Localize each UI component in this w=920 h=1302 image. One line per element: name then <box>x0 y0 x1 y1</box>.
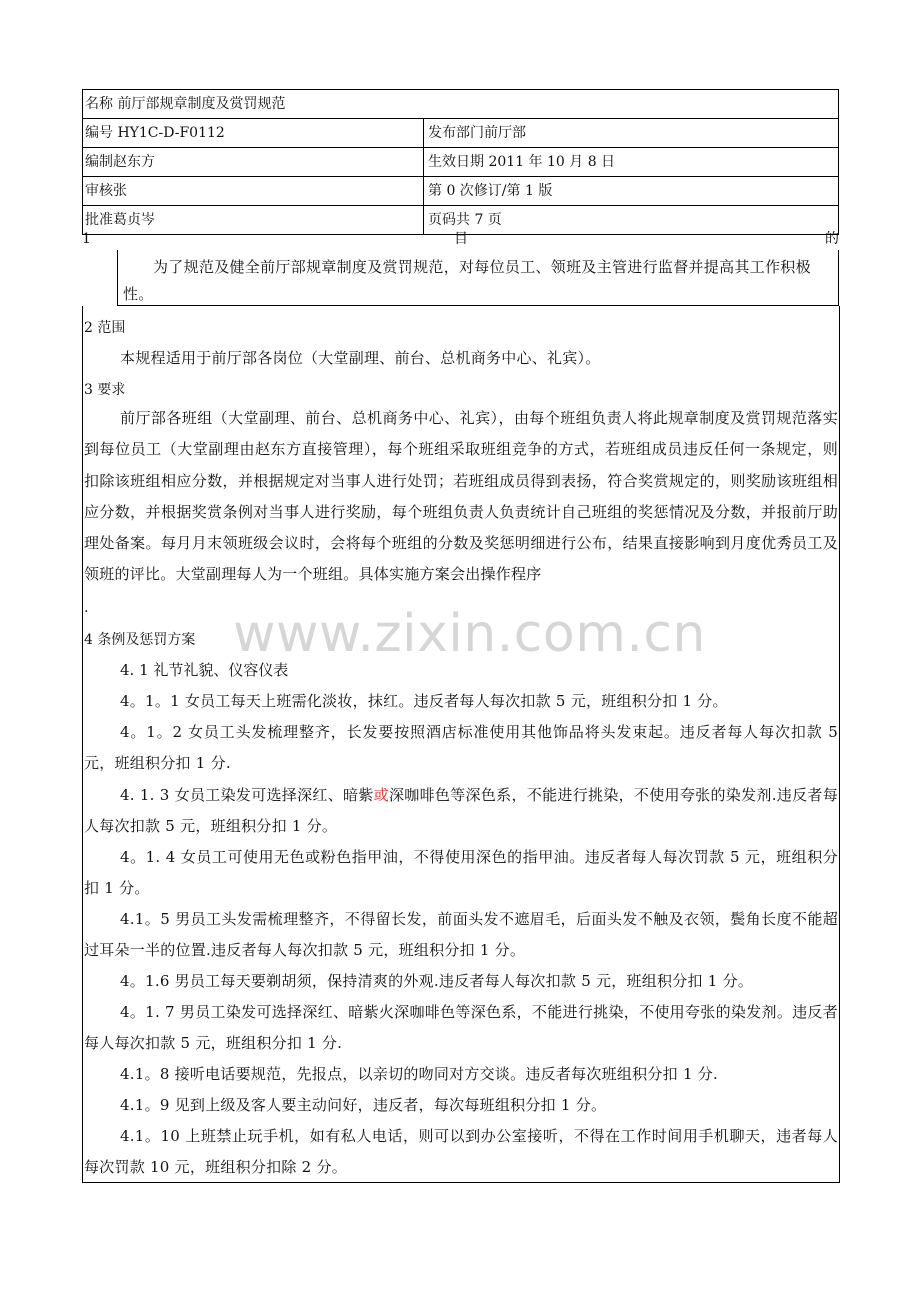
purpose-title-char-1: 目 <box>454 231 468 247</box>
purpose-text: 为了规范及健全前厅部规章制度及赏罚规范，对每位员工、领班及主管进行监督并提高其工作积极性。 <box>123 258 811 303</box>
rule-item: 4.1。10 上班禁止玩手机，如有私人电话，则可以到办公室接听，不得在工作时间用手机聊天，违者每人每次罚款 10 元，班组积分扣除 2 分。 <box>84 1127 838 1176</box>
rule-item: 4.1。9 见到上级及客人要主动问好，违反者，每次每班组积分扣 1 分。 <box>120 1096 607 1114</box>
scope-text: 本规程适用于前厅部各岗位（大堂副理、前台、总机商务中心、礼宾）。 <box>120 349 601 367</box>
issuing-dept-cell: 发布部门前厅部 <box>424 119 839 148</box>
table-row <box>83 119 839 148</box>
rule-item: 4.1。8 接听电话要规范，先报点，以亲切的吻同对方交谈。违反者每次班组积分扣 1 分. <box>120 1065 719 1083</box>
rule-item: 4。1。1 女员工每天上班需化淡妆，抹红。违反者每人每次扣款 5 元，班组积分扣 1 分。 <box>120 692 728 710</box>
rule-item-start: 4. 1. 3 女员工染发可选择深红、暗紫 <box>120 786 374 804</box>
section-number: 1 <box>82 231 91 247</box>
table-row <box>83 148 839 177</box>
purpose-heading <box>82 229 839 249</box>
reviewer-cell: 审核张 <box>83 177 424 206</box>
purpose-title-char-2: 的 <box>825 231 839 247</box>
requirements-text: 前厅部各班组（大堂副理、前台、总机商务中心、礼宾），由每个班组负责人将此规章制度及赏罚规范落实到每位员工（大堂副理由赵东方直接管理），每个班组采取班组竞争的方式，若班组成员违反任何一条规定，则扣除该班组相应分数，并根据规定对当事人进行处罚；若班组成员得到表扬，符合奖赏规定的，则奖励该班组相应分数，并根据奖赏条例对当事人进行奖励，每个班组负责人负责统计自己班组的奖惩情况及分数，并报前厅助理处备案。每月月末领班级会议时，会将每个班组的分数及奖惩明细进行公布，结果直接影响到月度优秀员工及领班的评比。大堂副理每人为一个班组。具体实施方案会出操作程序 <box>84 409 838 584</box>
rule-item <box>84 780 838 842</box>
document-info-table <box>82 89 839 235</box>
rule-item: 4.1。5 男员工头发需梳理整齐，不得留长发，前面头发不遮眉毛，后面头发不触及衣领，鬓角长度不能超过耳朵一半的位置.违反者每人每次扣款 5 元，班组积分扣 1 分。 <box>84 910 838 959</box>
section-title-rules: 4 条例及惩罚方案 <box>84 632 196 648</box>
rule-item: 4。1. 7 男员工染发可选择深红、暗紫火深咖啡色等深色系，不能进行挑染，不使用夸张的染发剂。违反者每人每次扣款 5 元，班组积分扣 1 分. <box>84 1003 838 1052</box>
rule-item: 4。1. 4 女员工可使用无色或粉色指甲油，不得使用深色的指甲油。违反者每人每次罚款 5 元，班组积分扣 1 分。 <box>84 848 838 897</box>
effective-date-cell: 生效日期 2011 年 10 月 8 日 <box>424 148 839 177</box>
requirements-tail: . <box>84 600 89 616</box>
table-row <box>83 90 839 119</box>
revision-cell: 第 0 次修订/第 1 版 <box>424 177 839 206</box>
watermark: www.zixin.com.cn <box>233 604 706 664</box>
rule-item: 4。1.6 男员工每天要剃胡须，保持清爽的外观.违反者每人每次扣款 5 元，班组积分扣 1 分。 <box>120 972 754 990</box>
doc-number-cell: 编号 HY1C-D-F0112 <box>83 119 424 148</box>
highlighted-word: 或 <box>373 786 389 804</box>
rule-item-end: 深咖啡色等深色系，不能进行挑染，不使用夸张的染发剂.违反者每人每次扣款 5 元，班组积分扣 1 分。 <box>84 786 838 835</box>
approver-cell: 批准葛贞岑 <box>83 206 424 235</box>
table-row <box>83 177 839 206</box>
rules-subtitle: 4. 1 礼节礼貌、仪容仪表 <box>120 661 289 679</box>
section-title-scope: 2 范围 <box>84 320 126 336</box>
rule-item: 4。1。2 女员工头发梳理整齐，长发要按照酒店标准使用其他饰品将头发束起。违反者每人每次扣款 5 元，班组积分扣 1 分. <box>84 723 838 772</box>
section-title-requirements: 3 要求 <box>84 382 126 398</box>
page-count-cell: 页码共 7 页 <box>424 206 839 235</box>
author-cell: 编制赵东方 <box>83 148 424 177</box>
doc-name-cell: 名称 前厅部规章制度及赏罚规范 <box>83 90 839 119</box>
